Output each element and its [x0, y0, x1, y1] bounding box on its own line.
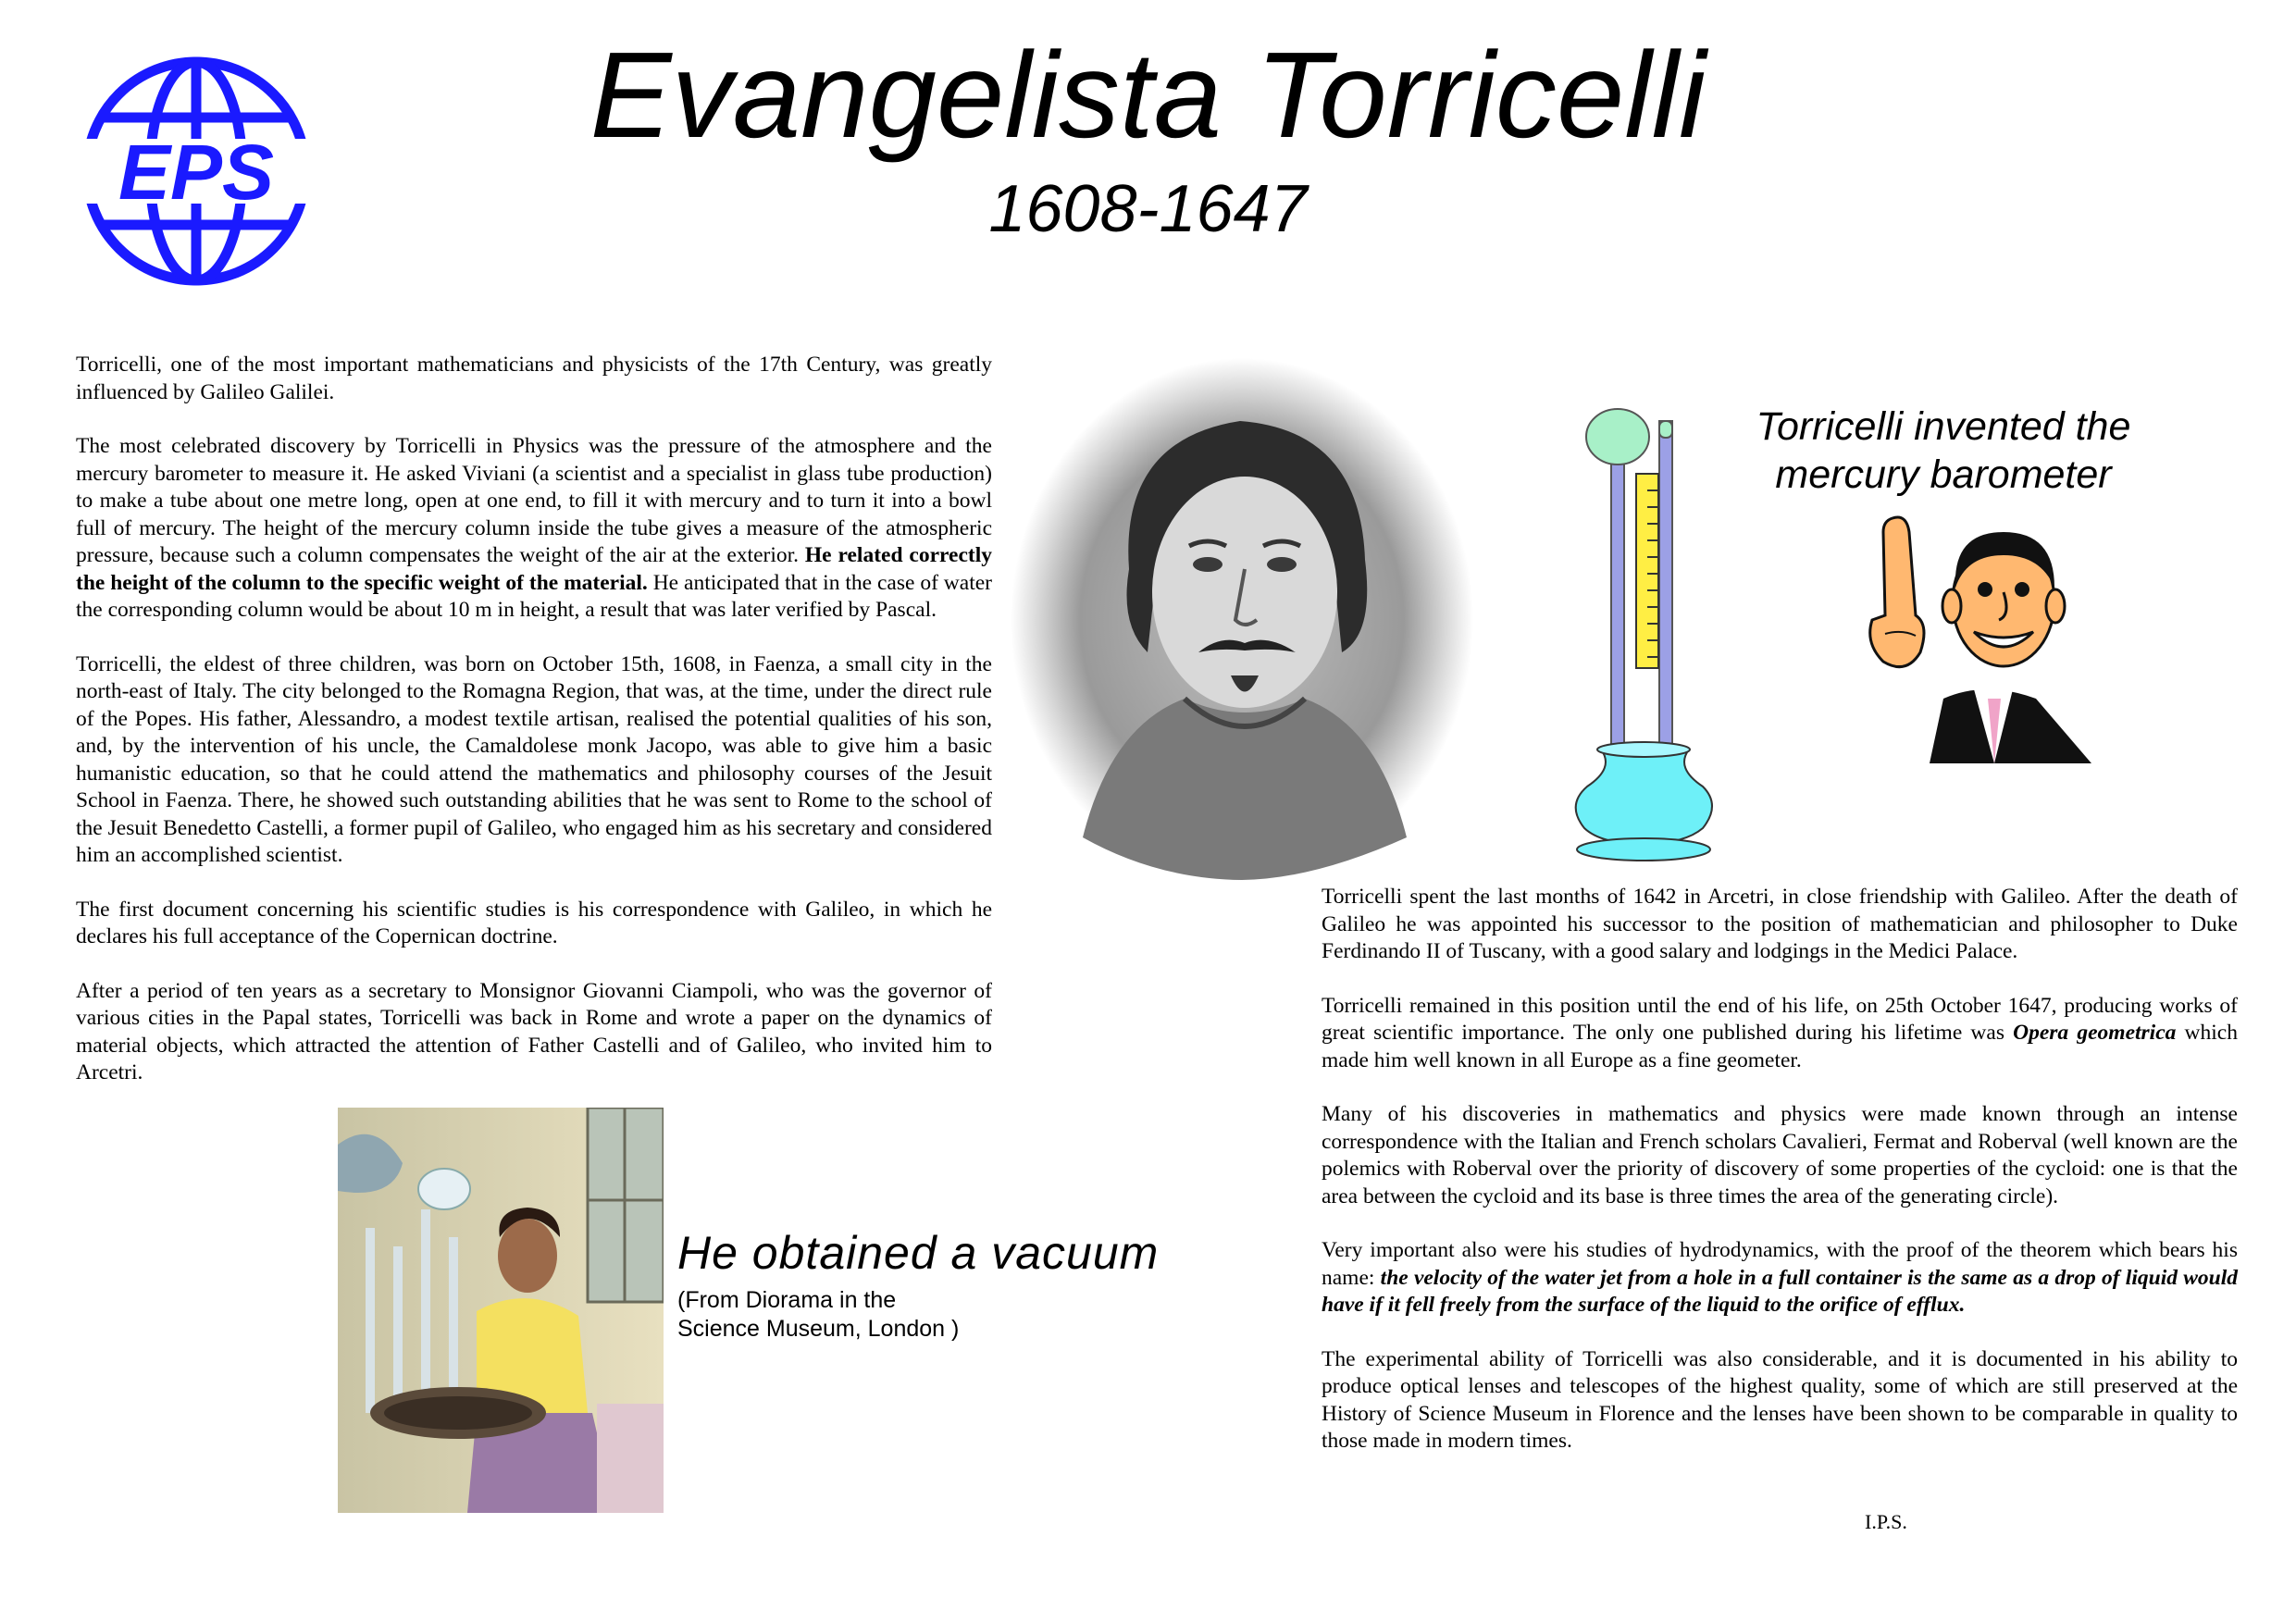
- right-paragraph-2: [1322, 993, 2238, 1075]
- barometer-caption: [1740, 403, 2147, 499]
- barometer-caption-line-2: mercury barometer: [1775, 452, 2112, 497]
- right-paragraph-5: The experimental ability of Torricelli was also considerable, and it is documented in his ability to produce optical lenses and telescopes of the highest quality, some of which are still preserved at the History of Science Museum in Florence and the lenses have been shown to be comparable in quality to those made in modern times.: [1322, 1346, 2238, 1453]
- right-column: [1322, 884, 2238, 1456]
- left-paragraph-5: After a period of ten years as a secretary to Monsignor Giovanni Ciampoli, who was the governor of various cities in the Papal states, Torricelli was back in Rome and wrote a paper on the dynamics of material objects, which attracted the attention of Father Castelli and of Galileo, who invited him to Arcetri.: [76, 978, 992, 1084]
- diorama-image: [338, 1108, 664, 1513]
- left-paragraph-2-text-b: He anticipated that in the case of water the corresponding column would be about 10 m in height, a result that was later verified by Pascal.: [76, 570, 992, 622]
- barometer-caption-line-1: Torricelli invented the: [1756, 404, 2131, 449]
- right-paragraph-2-text-a: Torricelli remained in this position until the end of his life, on 25th October 1647, producing works of great scientific importance. The only one published during his lifetime was: [1322, 993, 2238, 1045]
- left-column: [76, 352, 992, 1087]
- diorama-caption-source: [677, 1286, 959, 1344]
- diorama-caption-line-1: (From Diorama in the: [677, 1287, 897, 1313]
- signature: I.P.S.: [1865, 1510, 1907, 1533]
- left-paragraph-3: Torricelli, the eldest of three children, was born on October 15th, 1608, in Faenza, a small city in the north-east of Italy. The city belonged to the Romagna Region, that was, at the time, under the direct rule of the Popes. His father, Alessandro, a modest textile artisan, realised the potential qualities of his son, and, by the intervention of his uncle, the Camaldolese monk Jacopo, was able to give him a basic humanistic education, so that he could attend the mathematics and philosophy courses of the Jesuit School in Faenza. There, he showed such outstanding abilities that he was sent to Rome to the school of the Jesuit Benedetto Castelli, a former pupil of Galileo, who engaged him as his secretary and considered him an accomplished scientist.: [76, 651, 992, 867]
- barometer-illustration: [1555, 407, 1731, 870]
- page-dates: 1608-1647: [988, 172, 1308, 246]
- right-paragraph-2-text-b: which made him well known in all Europe as a fine geometer.: [1322, 1021, 2238, 1072]
- left-paragraph-2: [76, 433, 992, 625]
- torricelli-portrait: [1009, 356, 1476, 884]
- logo-text: EPS: [118, 129, 275, 216]
- right-paragraph-3: Many of his discoveries in mathematics and physics were made known through an intense correspondence with the Italian and French scholars Cavalieri, Fermat and Roberval (well known are the polemics with Roberval over the priority of discovery of some properties of the cycloid: one is that the area between the cycloid and its base is three times the area of the generating circle).: [1322, 1102, 2238, 1208]
- left-paragraph-1: Torricelli, one of the most important mathematicians and physicists of the 17th Century, was greatly influenced by Galileo Galilei.: [76, 353, 992, 404]
- left-paragraph-4: The first document concerning his scientific studies is his correspondence with Galileo, in which he declares his full acceptance of the Copernican doctrine.: [76, 897, 992, 948]
- diorama-caption-line-2: Science Museum, London ): [677, 1316, 960, 1342]
- right-paragraph-4: [1322, 1237, 2238, 1319]
- right-paragraph-4-text-a: Very important also were his studies of hydrodynamics, with the proof of the theorem which bears his name:: [1322, 1238, 2238, 1290]
- cartoon-man-pointing: [1865, 514, 2105, 763]
- page-title: Evangelista Torricelli: [590, 27, 1706, 163]
- left-paragraph-2-bold: He related correctly the height of the column to the specific weight of the material.: [76, 543, 992, 595]
- right-paragraph-2-bold: Opera geometrica: [2013, 1021, 2177, 1045]
- right-paragraph-1: Torricelli spent the last months of 1642 in Arcetri, in close friendship with Galileo. After the death of Galileo he was appointed his successor to the position of mathematician and philosopher to Duke Ferdinando II of Tuscany, with a good salary and lodgings in the Medici Palace.: [1322, 885, 2238, 963]
- diorama-caption-title: He obtained a vacuum: [677, 1227, 1160, 1279]
- left-paragraph-2-text-a: The most celebrated discovery by Torricelli in Physics was the pressure of the atmosphere and the mercury barometer to measure it. He asked Viviani (a scientist and a specialist in glass tube production) to make a tube about one metre long, open at one end, to fill it with mercury and to turn it into a bowl full of mercury. The height of the mercury column inside the tube gives a measure of the atmospheric pressure, because such a column compensates the weight of the air at the exterior.: [76, 434, 992, 567]
- right-paragraph-4-bold: the velocity of the water jet from a hole in a full container is the same as a drop of liquid would have if it fell freely from the surface of the liquid to the orifice of efflux.: [1322, 1265, 2238, 1317]
